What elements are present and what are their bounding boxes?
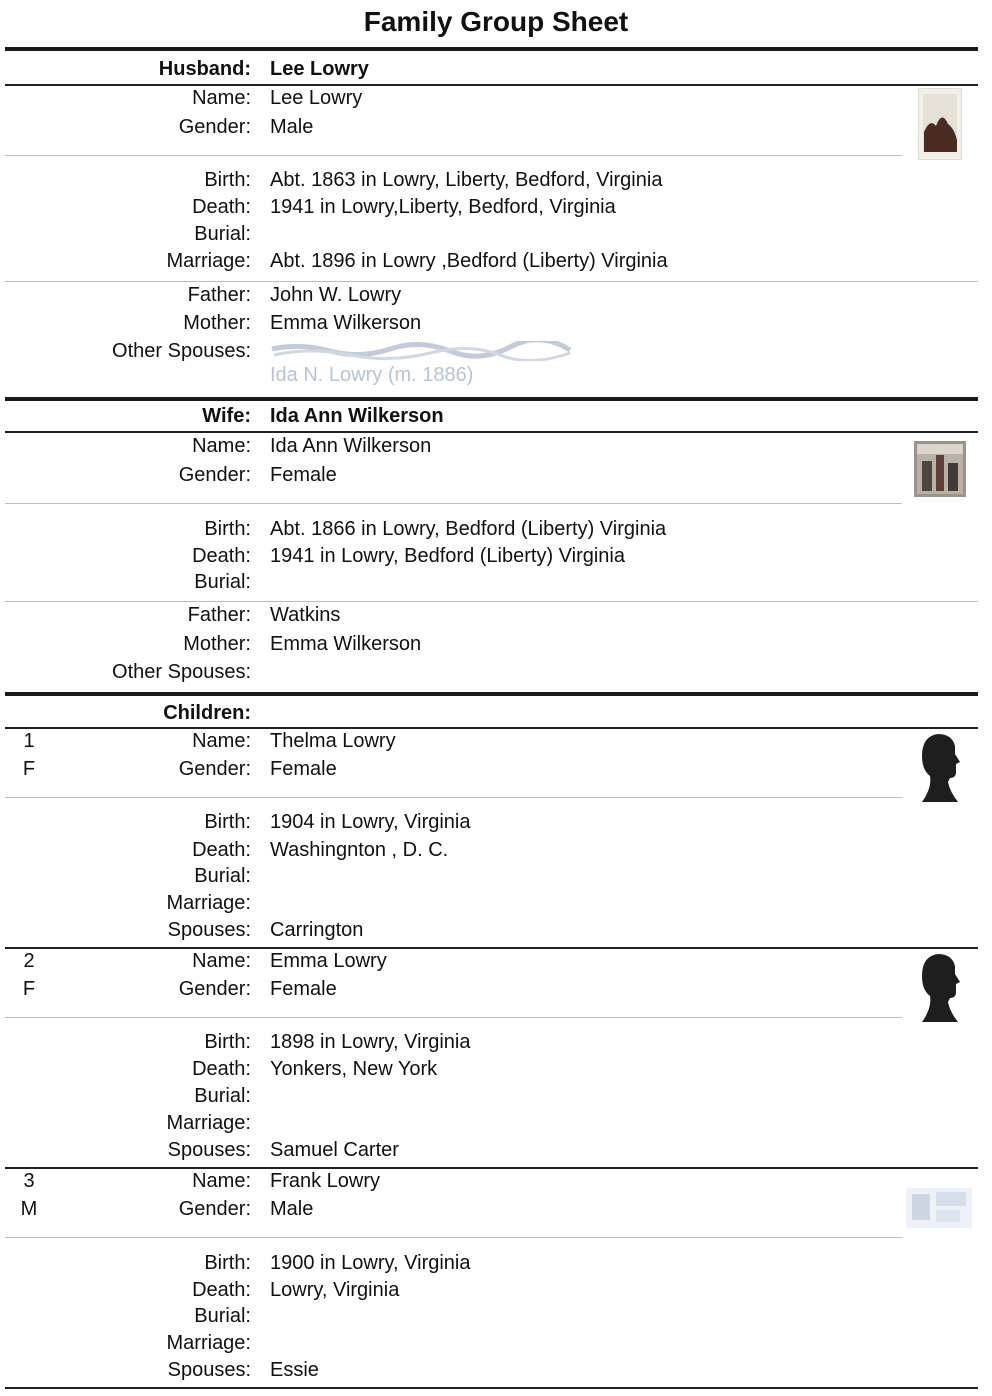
- child-sex: M: [20, 1198, 38, 1220]
- husband-marriage-row: Marriage: Abt. 1896 in Lowry ,Bedford (Liberty) Virginia: [0, 248, 992, 275]
- husband-father: John W. Lowry: [270, 284, 402, 306]
- wife-gender: Female: [270, 464, 337, 486]
- husband-mother: Emma Wilkerson: [270, 312, 422, 334]
- child-name: Frank Lowry: [270, 1170, 381, 1192]
- wife-death: 1941 in Lowry, Bedford (Liberty) Virginia: [270, 545, 625, 567]
- children-top-rule: [5, 692, 978, 696]
- wife-top-rule: [5, 397, 978, 401]
- children-header: [0, 700, 992, 727]
- child-gender: Female: [270, 978, 337, 1000]
- husband-other-spouse-row: [0, 362, 992, 389]
- child-number: 1: [23, 730, 35, 752]
- husband-other-spouses-row: Other Spouses:: [112, 340, 251, 362]
- husband-name-row: Name: Lee Lowry: [0, 85, 992, 112]
- child-2-death-row: Death: Yonkers, New York: [0, 1056, 992, 1083]
- wife-label: Wife:: [202, 405, 251, 427]
- silhouette-icon: [918, 952, 962, 1024]
- wife-birth: Abt. 1866 in Lowry, Bedford (Liberty) Virginia: [270, 518, 667, 540]
- child-sex: F: [22, 758, 36, 780]
- child-death: Washingnton , D. C.: [270, 839, 449, 861]
- child-3-birth-row: Birth: 1900 in Lowry, Virginia: [0, 1250, 992, 1277]
- child-1-rule: [5, 797, 902, 798]
- husband-gender: Male: [270, 116, 314, 138]
- child-2-birth-row: Birth: 1898 in Lowry, Virginia: [0, 1029, 992, 1056]
- child-2-spouses-row: Spouses: Samuel Carter: [0, 1137, 992, 1164]
- crossed-out-entry: [270, 341, 575, 361]
- child-2-rule: [5, 1017, 902, 1018]
- child-3-death-row: Death: Lowry, Virginia: [0, 1277, 992, 1304]
- children-label: Children:: [163, 702, 251, 724]
- child-birth: 1898 in Lowry, Virginia: [270, 1031, 471, 1053]
- wife-father: Watkins: [270, 604, 341, 626]
- child-sex: F: [22, 978, 36, 1000]
- faded-photo: [906, 1188, 972, 1228]
- child-1-name-row: 1 Name: Thelma Lowry: [0, 728, 992, 755]
- child-birth: 1900 in Lowry, Virginia: [270, 1252, 471, 1274]
- husband-birth: Abt. 1863 in Lowry, Liberty, Bedford, Virginia: [270, 169, 663, 191]
- husband-birth-row: Birth: Abt. 1863 in Lowry, Liberty, Bedford, Virginia: [0, 167, 992, 194]
- husband-death: 1941 in Lowry,Liberty, Bedford, Virginia: [270, 196, 616, 218]
- child-3-gender-row: M Gender: Male: [0, 1196, 992, 1223]
- child-2-gender-row: F Gender: Female: [0, 976, 992, 1003]
- child-death: Yonkers, New York: [270, 1058, 438, 1080]
- wife-birth-row: Birth: Abt. 1866 in Lowry, Bedford (Liberty) Virginia: [0, 516, 992, 543]
- wife-other-spouses-row: Other Spouses:: [112, 661, 251, 683]
- husband-name: Lee Lowry: [270, 87, 363, 109]
- title-rule: [5, 47, 978, 51]
- child-1-birth-row: Birth: 1904 in Lowry, Virginia: [0, 809, 992, 836]
- child-death: Lowry, Virginia: [270, 1279, 400, 1301]
- child-birth: 1904 in Lowry, Virginia: [270, 811, 471, 833]
- husband-rule-1: [5, 155, 902, 156]
- wife-gender-row: Gender: Female: [0, 462, 992, 489]
- child-2-burial-row: Burial:: [194, 1085, 251, 1107]
- child-1-death-row: Death: Washingnton , D. C.: [0, 837, 992, 864]
- husband-other-spouses: Ida N. Lowry (m. 1886): [270, 364, 474, 386]
- wife-burial-row: Burial:: [194, 571, 251, 593]
- child-3-spouses-row: Spouses: Essie: [0, 1357, 992, 1384]
- wife-photo: [914, 441, 966, 497]
- husband-marriage: Abt. 1896 in Lowry ,Bedford (Liberty) Virginia: [270, 250, 668, 272]
- child-1-spouses-row: Spouses: Carrington: [0, 917, 992, 944]
- wife-death-row: Death: 1941 in Lowry, Bedford (Liberty) Virginia: [0, 543, 992, 570]
- wife-rule-1: [5, 503, 902, 504]
- husband-header: [0, 56, 992, 83]
- husband-gender-row: Gender: Male: [0, 114, 992, 141]
- wife-mother: Emma Wilkerson: [270, 633, 422, 655]
- child-3-burial-row: Burial:: [194, 1305, 251, 1327]
- child-1-burial-row: Burial:: [194, 865, 251, 887]
- child-3-rule: [5, 1237, 902, 1238]
- child-number: 2: [23, 950, 35, 972]
- child-2-marriage-row: Marriage:: [166, 1112, 251, 1134]
- page-title: Family Group Sheet: [363, 6, 629, 37]
- husband-label: Husband:: [158, 58, 251, 80]
- child-3-marriage-row: Marriage:: [166, 1332, 251, 1354]
- child-spouses: Samuel Carter: [270, 1139, 399, 1161]
- child-name: Thelma Lowry: [270, 730, 396, 752]
- wife-header: [0, 403, 992, 430]
- child-2-name-row: 2 Name: Emma Lowry: [0, 948, 992, 975]
- husband-death-row: Death: 1941 in Lowry,Liberty, Bedford, Virginia: [0, 194, 992, 221]
- child-gender: Female: [270, 758, 337, 780]
- child-gender: Male: [270, 1198, 314, 1220]
- child-3-name-row: 3 Name: Frank Lowry: [0, 1168, 992, 1195]
- wife-name: Ida Ann Wilkerson: [270, 435, 432, 457]
- child-name: Emma Lowry: [270, 950, 387, 972]
- child-spouses: Carrington: [270, 919, 364, 941]
- child-spouses: Essie: [270, 1359, 319, 1381]
- silhouette-icon: [918, 732, 962, 804]
- child-1-gender-row: F Gender: Female: [0, 756, 992, 783]
- husband-burial-row: Burial:: [194, 223, 251, 245]
- husband-photo: [918, 88, 962, 160]
- husband-father-row: Father: John W. Lowry: [0, 282, 992, 309]
- child-1-marriage-row: Marriage:: [166, 892, 251, 914]
- wife-father-row: Father: Watkins: [0, 602, 992, 629]
- husband-mother-row: Mother: Emma Wilkerson: [0, 310, 992, 337]
- child-number: 3: [23, 1170, 35, 1192]
- wife-name-row: Name: Ida Ann Wilkerson: [0, 433, 992, 460]
- bottom-rule: [5, 1387, 978, 1389]
- husband-header-name: Lee Lowry: [270, 58, 369, 80]
- wife-header-name: Ida Ann Wilkerson: [270, 405, 444, 427]
- wife-mother-row: Mother: Emma Wilkerson: [0, 631, 992, 658]
